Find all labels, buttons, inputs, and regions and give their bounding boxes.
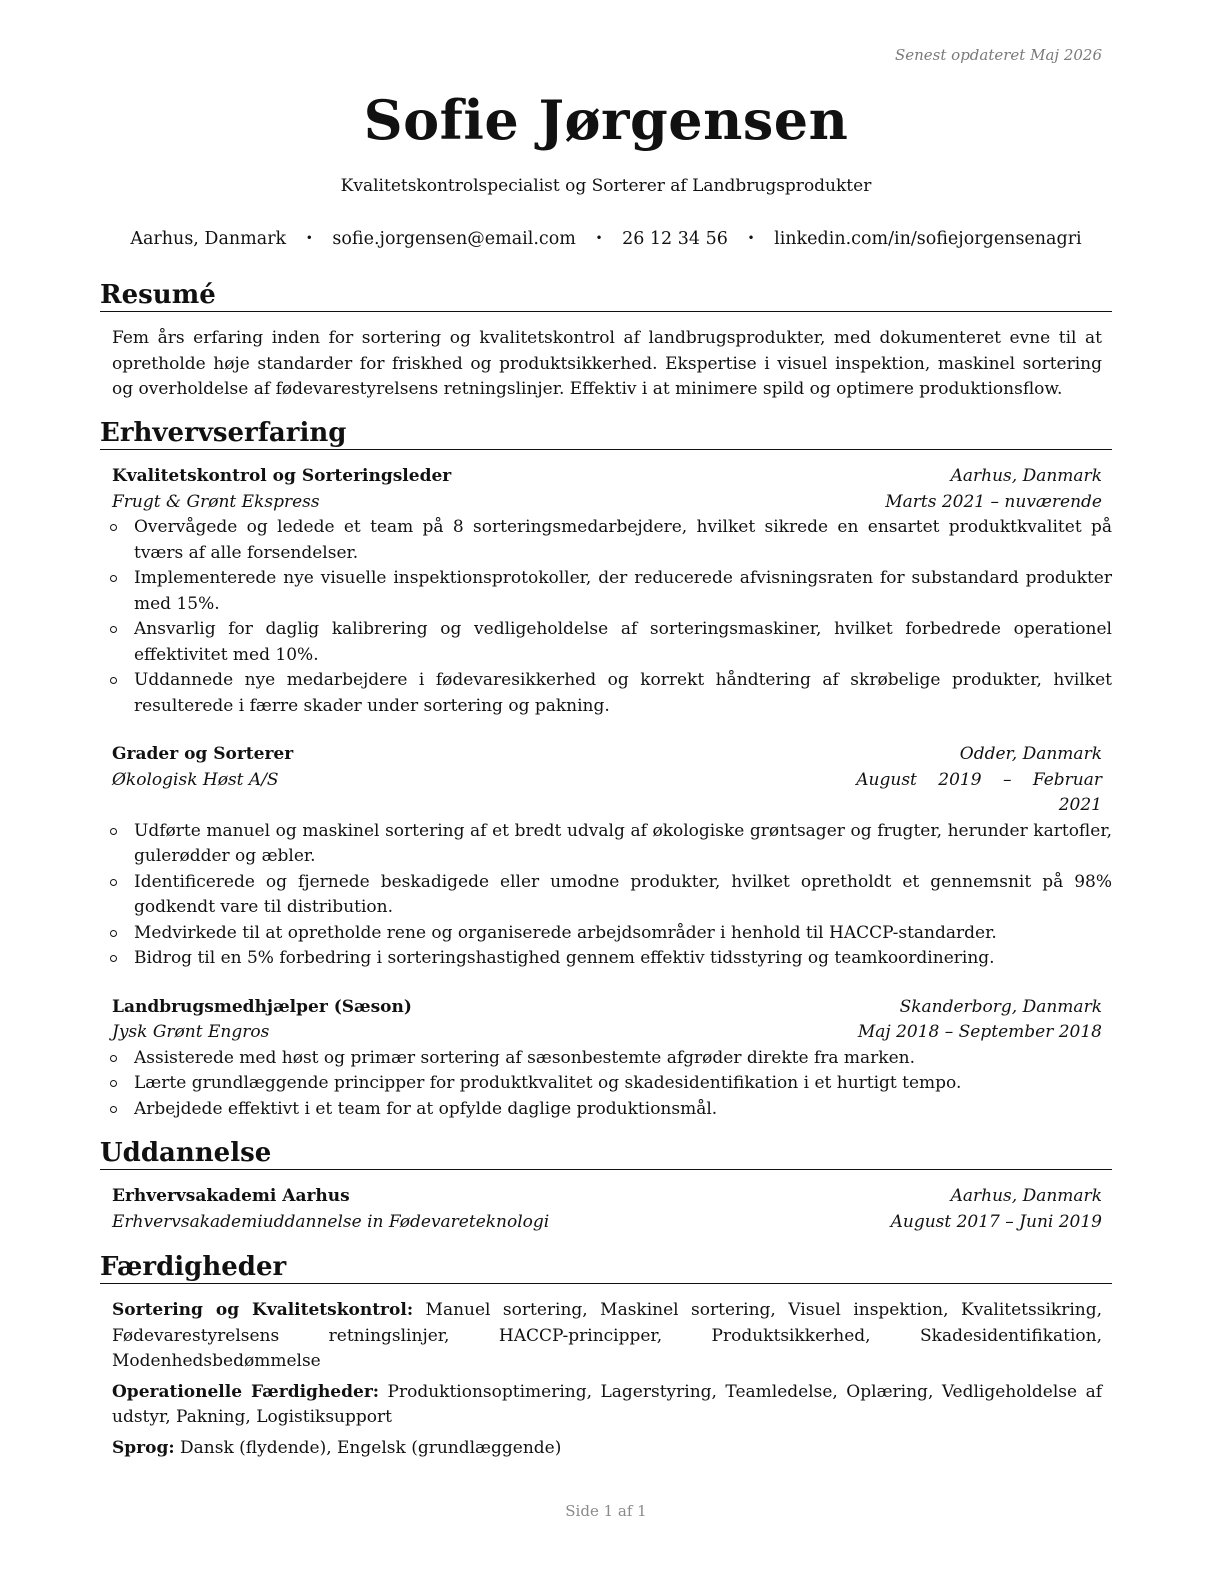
contact-phone: 26 12 34 56 (622, 229, 728, 249)
skill-group-label: Operationelle Færdigheder: (112, 1381, 380, 1402)
bullet-separator: • (747, 231, 755, 245)
circle-bullet-icon (110, 1055, 117, 1062)
skills-section (100, 1251, 1112, 1466)
job-entry (100, 742, 1112, 819)
skill-group-text: Dansk (flydende), Engelsk (grundlæggende) (180, 1437, 562, 1458)
job-bullets (100, 1046, 1112, 1123)
job-company: Jysk Grønt Engros (112, 1022, 270, 1042)
section-title-summary: Resumé (100, 279, 1112, 312)
section-title-experience: Erhvervserfaring (100, 417, 1112, 450)
list-item: Arbejdede effektivt i et team for at opfylde daglige produktionsmål. (134, 1097, 1112, 1123)
list-item: Ansvarlig for daglig kalibrering og vedligeholdelse af sorteringsmaskiner, hvilket forbedrede operationel effektivitet med 10%. (134, 617, 1112, 668)
summary-text: Fem års erfaring inden for sortering og kvalitetskontrol af landbrugsprodukter, med dokumenteret evne til at opretholde høje standarder for friskhed og produktsikkerhed. Ekspertise i visuel inspektion, maskinel sortering og overholdelse af fødevarestyrelsens retningslinjer. Effektiv i at minimere spild og optimere produktionsflow. (112, 328, 1102, 399)
skill-group-label: Sortering og Kvalitetskontrol: (112, 1300, 414, 1320)
job-role: Grader og Sorterer (112, 744, 294, 764)
job-location: Skanderborg, Danmark (899, 996, 1102, 1017)
circle-bullet-icon (110, 879, 117, 886)
education-school: Erhvervsakademi Aarhus (112, 1186, 350, 1206)
job-dates-continued: 2021 (1058, 795, 1102, 815)
list-item: Implementerede nye visuelle inspektionsprotokoller, der reducerede afvisningsraten for substandard produkter med 15%. (134, 566, 1112, 617)
job-company: Økologisk Høst A/S (112, 769, 279, 790)
circle-bullet-icon (110, 828, 117, 835)
contact-location: Aarhus, Danmark (130, 229, 287, 249)
section-title-education: Uddannelse (100, 1137, 1112, 1170)
section-title-skills: Færdigheder (100, 1251, 1112, 1284)
education-section (100, 1137, 1112, 1235)
contact-linkedin[interactable]: linkedin.com/in/sofiejorgensenagri (774, 229, 1082, 249)
list-item: Uddannede nye medarbejdere i fødevaresikkerhed og korrekt håndtering af skrøbelige produkter, hvilket resulterede i færre skader under sortering og pakning. (134, 668, 1112, 719)
skill-group-label: Sprog: (112, 1437, 175, 1458)
list-item: Udførte manuel og maskinel sortering af et bredt udvalg af økologiske grøntsager og frugter, herunder kartofler, gulerødder og æbler. (134, 819, 1112, 870)
candidate-name: Sofie Jørgensen (363, 88, 849, 152)
education-location: Aarhus, Danmark (950, 1186, 1102, 1206)
job-role: Kvalitetskontrol og Sorteringsleder (112, 466, 452, 486)
skill-group (100, 1380, 1112, 1431)
skill-group-text: Produktionsoptimering, Lagerstyring, Teamledelse, Oplæring, Vedligeholdelse af udstyr, Pakning, Logistiksupport (112, 1381, 1102, 1427)
bullet-separator: • (305, 231, 313, 245)
last-updated: Senest opdateret Maj 2026 (894, 46, 1102, 64)
job-dates: Maj 2018 – September 2018 (857, 1022, 1102, 1042)
job-entry (100, 464, 1112, 515)
job-dates: Marts 2021 – nuværende (885, 491, 1102, 512)
circle-bullet-icon (110, 677, 117, 684)
experience-section (100, 417, 1112, 1122)
circle-bullet-icon (110, 930, 117, 937)
skill-group (100, 1436, 1112, 1462)
contact-email[interactable]: sofie.jorgensen@email.com (332, 229, 576, 249)
list-item: Lærte grundlæggende principper for produktkvalitet og skadesidentifikation i et hurtigt tempo. (134, 1071, 1112, 1097)
job-bullets (100, 515, 1112, 719)
job-location: Odder, Danmark (959, 744, 1102, 764)
job-company: Frugt & Grønt Ekspress (112, 491, 320, 512)
circle-bullet-icon (110, 575, 117, 582)
circle-bullet-icon (110, 1106, 117, 1113)
education-dates: August 2017 – Juni 2019 (890, 1211, 1102, 1232)
list-item: Assisterede med høst og primær sortering af sæsonbestemte afgrøder direkte fra marken. (134, 1046, 1112, 1072)
job-role: Landbrugsmedhjælper (Sæson) (112, 996, 412, 1017)
job-entry (100, 995, 1112, 1046)
list-item: Bidrog til en 5% forbedring i sorteringshastighed gennem effektiv tidsstyring og teamkoordinering. (134, 946, 1112, 972)
contact-line (100, 229, 1112, 249)
job-dates: August 2019 – Februar (856, 769, 1102, 790)
circle-bullet-icon (110, 524, 117, 531)
education-entry (100, 1184, 1112, 1235)
job-location: Aarhus, Danmark (950, 466, 1102, 486)
circle-bullet-icon (110, 1080, 117, 1087)
skill-group-text: Manuel sortering, Maskinel sortering, Visuel inspektion, Kvalitetssikring, Fødevarestyrelsens retningslinjer, HACCP-principper, Produktsikkerhed, Skadesidentifikation, Modenhedsbedømmelse (112, 1300, 1102, 1371)
summary-section (100, 279, 1112, 403)
candidate-tagline: Kvalitetskontrolspecialist og Sorterer af Landbrugsprodukter (340, 176, 872, 196)
bullet-separator: • (595, 231, 603, 245)
list-item: Medvirkede til at opretholde rene og organiserede arbejdsområder i henhold til HACCP-standarder. (134, 921, 1112, 947)
education-degree: Erhvervsakademiuddannelse in Fødevareteknologi (112, 1211, 550, 1232)
circle-bullet-icon (110, 626, 117, 633)
list-item: Overvågede og ledede et team på 8 sorteringsmedarbejdere, hvilket sikrede en ensartet produktkvalitet på tværs af alle forsendelser. (134, 515, 1112, 566)
resume-page (100, 0, 1112, 1584)
job-bullets (100, 819, 1112, 972)
page-number: Side 1 af 1 (565, 1502, 647, 1520)
list-item: Identificerede og fjernede beskadigede eller umodne produkter, hvilket opretholdt et gennemsnit på 98% godkendt vare til distribution. (134, 870, 1112, 921)
circle-bullet-icon (110, 955, 117, 962)
skill-group (100, 1298, 1112, 1375)
